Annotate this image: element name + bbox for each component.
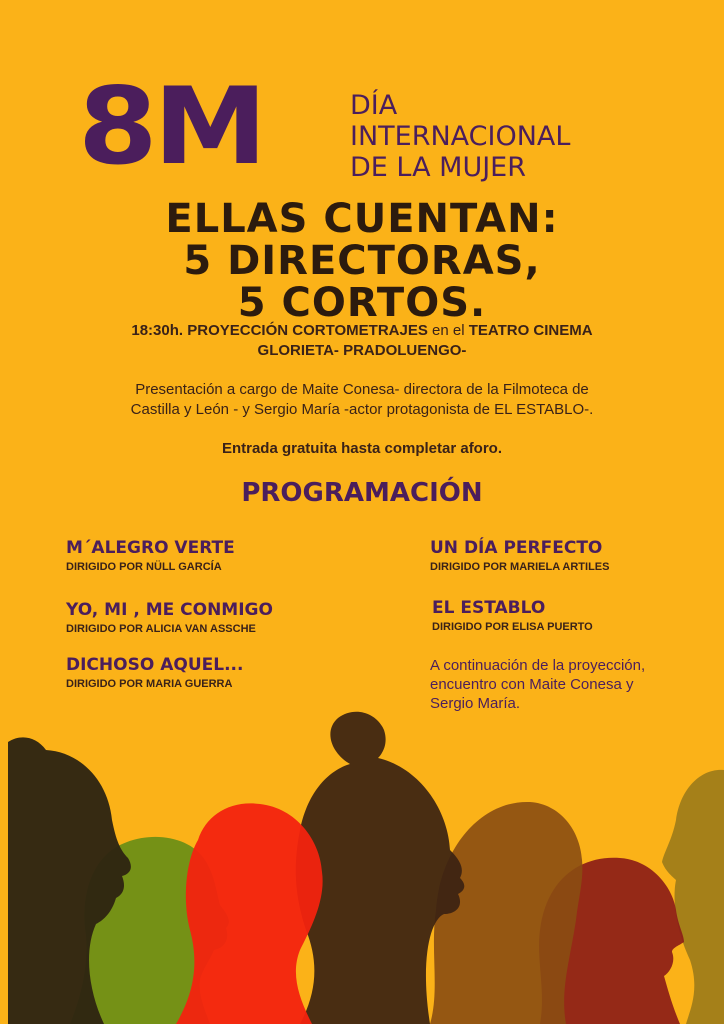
film-title: DICHOSO AQUEL...: [66, 655, 244, 675]
event-time: 18:30h.: [131, 322, 184, 339]
headline-line-3: 5 CORTOS.: [237, 280, 487, 326]
film-item: [430, 538, 609, 573]
headline-line-1: ELLAS CUENTAN:: [165, 196, 559, 242]
note-line-3: Sergio María.: [430, 695, 521, 712]
event-venue: TEATRO CINEMA: [468, 322, 593, 339]
silhouette-red: [176, 803, 323, 1024]
silhouette-brown: [430, 802, 582, 1024]
event-in-the: en el: [432, 322, 465, 339]
film-director: DIRIGIDO POR MARIA GUERRA: [66, 678, 233, 690]
film-item: [432, 598, 593, 633]
film-director: DIRIGIDO POR MARIELA ARTILES: [430, 561, 610, 573]
note-line-1: A continuación de la proyección,: [430, 657, 646, 674]
presentation-line-2: Castilla y León - y Sergio María -actor protagonista de EL ESTABLO-.: [130, 401, 594, 418]
program-title: PROGRAMACIÓN: [241, 478, 483, 508]
event-time-venue: [40, 322, 684, 339]
film-title: M´ALEGRO VERTE: [66, 538, 235, 558]
presentation-line-1: Presentación a cargo de Maite Conesa- directora de la Filmoteca de: [135, 381, 589, 398]
headline: [0, 198, 724, 324]
headline-line-2: 5 DIRECTORAS,: [183, 238, 541, 284]
film-director: DIRIGIDO POR ALICIA VAN ASSCHE: [66, 623, 256, 635]
international-day-title: [350, 90, 570, 183]
day-line-1: DÍA: [350, 90, 398, 121]
day-line-3: DE LA MUJER: [350, 152, 526, 183]
big-8m-title: 8M: [78, 65, 263, 188]
film-director: DIRIGIDO POR ELISA PUERTO: [432, 621, 593, 633]
event-projection: PROYECCIÓN CORTOMETRAJES: [187, 322, 428, 339]
women-silhouettes-illustration: [0, 700, 724, 1024]
film-title: EL ESTABLO: [432, 598, 546, 618]
event-venue-line2: GLORIETA- PRADOLUENGO-: [257, 342, 467, 359]
note-line-2: encuentro con Maite Conesa y: [430, 676, 634, 693]
free-entry: Entrada gratuita hasta completar aforo.: [221, 440, 503, 457]
day-line-2: INTERNACIONAL: [350, 121, 571, 152]
film-title: YO, MI , ME CONMIGO: [66, 600, 273, 620]
film-item: [66, 600, 273, 635]
film-item: [66, 538, 235, 573]
film-director: DIRIGIDO POR NÜLL GARCÍA: [66, 561, 222, 573]
film-item: [66, 655, 243, 690]
film-title: UN DÍA PERFECTO: [430, 538, 603, 558]
